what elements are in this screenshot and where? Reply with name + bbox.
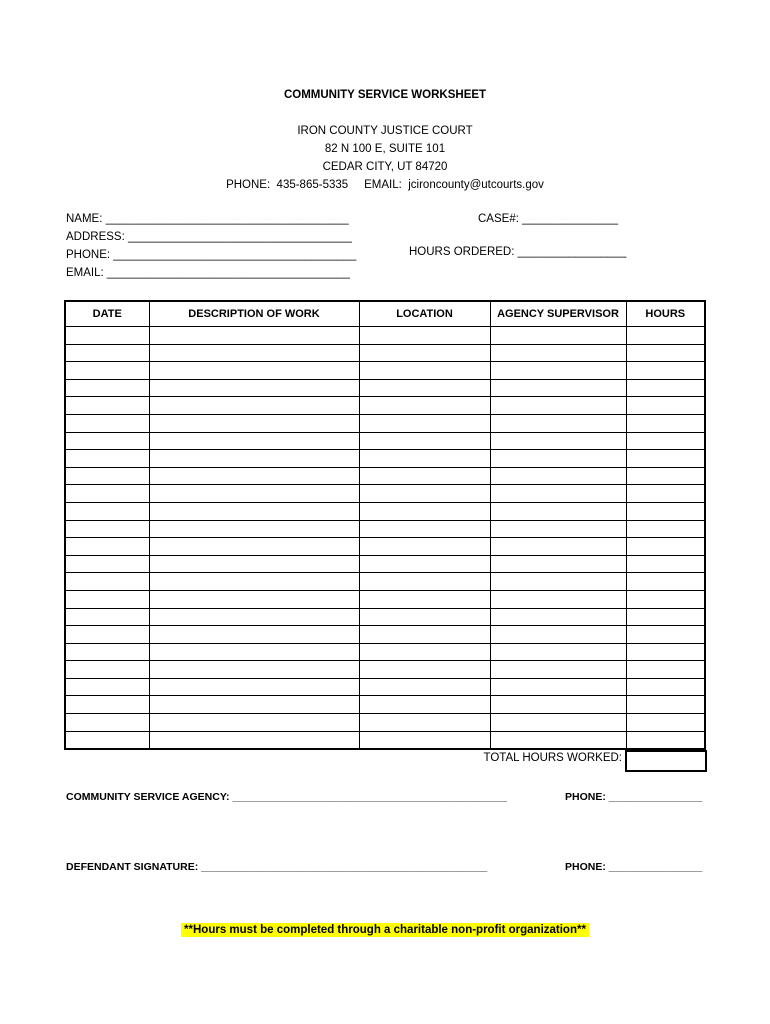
cell-description[interactable] — [149, 414, 359, 432]
phone-field[interactable]: PHONE: ______________________________________ — [66, 249, 357, 261]
cell-location[interactable] — [359, 520, 490, 538]
cell-date[interactable] — [65, 661, 149, 679]
cell-date[interactable] — [65, 379, 149, 397]
cell-hours[interactable] — [626, 502, 705, 520]
cell-date[interactable] — [65, 608, 149, 626]
cell-hours[interactable] — [626, 714, 705, 732]
cell-location[interactable] — [359, 485, 490, 503]
cell-description[interactable] — [149, 678, 359, 696]
table-row — [65, 608, 705, 626]
column-header-description: DESCRIPTION OF WORK — [149, 301, 359, 327]
cell-agency-supervisor[interactable] — [490, 661, 626, 679]
cell-hours[interactable] — [626, 520, 705, 538]
cell-date[interactable] — [65, 414, 149, 432]
table-row — [65, 467, 705, 485]
cell-date[interactable] — [65, 555, 149, 573]
cell-location[interactable] — [359, 327, 490, 345]
cell-description[interactable] — [149, 432, 359, 450]
total-hours-box[interactable] — [625, 750, 707, 772]
cell-hours[interactable] — [626, 661, 705, 679]
cell-description[interactable] — [149, 520, 359, 538]
table-row — [65, 520, 705, 538]
cell-agency-supervisor[interactable] — [490, 467, 626, 485]
cell-agency-supervisor[interactable] — [490, 626, 626, 644]
hours-ordered-field[interactable]: HOURS ORDERED: _________________ — [409, 246, 627, 258]
cell-location[interactable] — [359, 661, 490, 679]
cell-location[interactable] — [359, 608, 490, 626]
cell-agency-supervisor[interactable] — [490, 555, 626, 573]
cell-description[interactable] — [149, 555, 359, 573]
cell-location[interactable] — [359, 538, 490, 556]
table-row — [65, 414, 705, 432]
cell-date[interactable] — [65, 590, 149, 608]
cell-description[interactable] — [149, 538, 359, 556]
cell-date[interactable] — [65, 467, 149, 485]
cell-location[interactable] — [359, 696, 490, 714]
cell-location[interactable] — [359, 450, 490, 468]
cell-date[interactable] — [65, 450, 149, 468]
cell-description[interactable] — [149, 573, 359, 591]
cell-hours[interactable] — [626, 362, 705, 380]
service-log-table — [64, 300, 706, 750]
cell-location[interactable] — [359, 573, 490, 591]
cell-description[interactable] — [149, 714, 359, 732]
address-field[interactable]: ADDRESS: ___________________________________ — [66, 231, 352, 243]
cell-location[interactable] — [359, 379, 490, 397]
cell-date[interactable] — [65, 327, 149, 345]
cell-date[interactable] — [65, 520, 149, 538]
table-row — [65, 696, 705, 714]
cell-location[interactable] — [359, 643, 490, 661]
court-address-line-2: CEDAR CITY, UT 84720 — [322, 161, 448, 173]
cell-location[interactable] — [359, 714, 490, 732]
cell-agency-supervisor[interactable] — [490, 573, 626, 591]
cell-agency-supervisor[interactable] — [490, 608, 626, 626]
cell-hours[interactable] — [626, 678, 705, 696]
cell-hours[interactable] — [626, 467, 705, 485]
cell-date[interactable] — [65, 678, 149, 696]
cell-agency-supervisor[interactable] — [490, 643, 626, 661]
cell-agency-supervisor[interactable] — [490, 678, 626, 696]
cell-date[interactable] — [65, 714, 149, 732]
cell-location[interactable] — [359, 432, 490, 450]
cell-agency-supervisor[interactable] — [490, 414, 626, 432]
cell-date[interactable] — [65, 643, 149, 661]
cell-date[interactable] — [65, 626, 149, 644]
cell-hours[interactable] — [626, 555, 705, 573]
nonprofit-note-text: **Hours must be completed through a charitable non-profit organization** — [181, 923, 589, 937]
cell-agency-supervisor[interactable] — [490, 714, 626, 732]
cell-location[interactable] — [359, 414, 490, 432]
column-header-location: LOCATION — [359, 301, 490, 327]
cell-description[interactable] — [149, 327, 359, 345]
table-row — [65, 661, 705, 679]
page-title: COMMUNITY SERVICE WORKSHEET — [283, 89, 487, 101]
table-row — [65, 432, 705, 450]
column-header-hours: HOURS — [626, 301, 705, 327]
cell-location[interactable] — [359, 626, 490, 644]
table-row — [65, 731, 705, 749]
table-row — [65, 327, 705, 345]
cell-agency-supervisor[interactable] — [490, 520, 626, 538]
cell-description[interactable] — [149, 643, 359, 661]
table-row — [65, 626, 705, 644]
cell-hours[interactable] — [626, 538, 705, 556]
cell-hours[interactable] — [626, 731, 705, 749]
court-contact: PHONE: 435-865-5335 EMAIL: jcironcounty@utcourts.gov — [226, 179, 544, 191]
cell-description[interactable] — [149, 661, 359, 679]
cell-agency-supervisor[interactable] — [490, 502, 626, 520]
cell-date[interactable] — [65, 502, 149, 520]
cell-agency-supervisor[interactable] — [490, 590, 626, 608]
agency-phone-line[interactable]: PHONE: ________________ — [565, 791, 703, 803]
column-header-date: DATE — [65, 301, 149, 327]
cell-description[interactable] — [149, 485, 359, 503]
cell-agency-supervisor[interactable] — [490, 379, 626, 397]
table-row — [65, 344, 705, 362]
table-row — [65, 450, 705, 468]
cell-agency-supervisor[interactable] — [490, 696, 626, 714]
cell-description[interactable] — [149, 696, 359, 714]
table-row — [65, 485, 705, 503]
agency-signature-line[interactable]: COMMUNITY SERVICE AGENCY: _______________________________________________ — [66, 791, 507, 803]
cell-description[interactable] — [149, 467, 359, 485]
defendant-phone-line[interactable]: PHONE: ________________ — [565, 861, 703, 873]
cell-agency-supervisor[interactable] — [490, 362, 626, 380]
cell-location[interactable] — [359, 731, 490, 749]
cell-description[interactable] — [149, 608, 359, 626]
cell-date[interactable] — [65, 696, 149, 714]
cell-agency-supervisor[interactable] — [490, 731, 626, 749]
cell-description[interactable] — [149, 626, 359, 644]
court-name: IRON COUNTY JUSTICE COURT — [297, 125, 473, 137]
cell-hours[interactable] — [626, 696, 705, 714]
table-row — [65, 714, 705, 732]
table-row — [65, 643, 705, 661]
cell-date[interactable] — [65, 731, 149, 749]
table-row — [65, 678, 705, 696]
cell-hours[interactable] — [626, 327, 705, 345]
cell-hours[interactable] — [626, 379, 705, 397]
cell-description[interactable] — [149, 344, 359, 362]
table-header-row — [65, 301, 705, 327]
cell-agency-supervisor[interactable] — [490, 397, 626, 415]
cell-description[interactable] — [149, 379, 359, 397]
cell-hours[interactable] — [626, 432, 705, 450]
cell-description[interactable] — [149, 362, 359, 380]
cell-date[interactable] — [65, 397, 149, 415]
cell-date[interactable] — [65, 485, 149, 503]
table-row — [65, 555, 705, 573]
cell-location[interactable] — [359, 555, 490, 573]
total-hours-label: TOTAL HOURS WORKED: — [483, 752, 622, 764]
table-row — [65, 573, 705, 591]
table-row — [65, 379, 705, 397]
cell-agency-supervisor[interactable] — [490, 485, 626, 503]
cell-hours[interactable] — [626, 643, 705, 661]
cell-location[interactable] — [359, 467, 490, 485]
cell-location[interactable] — [359, 502, 490, 520]
cell-description[interactable] — [149, 450, 359, 468]
cell-location[interactable] — [359, 397, 490, 415]
cell-agency-supervisor[interactable] — [490, 450, 626, 468]
cell-hours[interactable] — [626, 414, 705, 432]
case-number-field[interactable]: CASE#: _______________ — [478, 213, 619, 225]
cell-hours[interactable] — [626, 344, 705, 362]
cell-location[interactable] — [359, 590, 490, 608]
cell-date[interactable] — [65, 538, 149, 556]
cell-hours[interactable] — [626, 573, 705, 591]
table-row — [65, 538, 705, 556]
table-row — [65, 590, 705, 608]
cell-hours[interactable] — [626, 485, 705, 503]
cell-location[interactable] — [359, 362, 490, 380]
email-field[interactable]: EMAIL: ______________________________________ — [66, 267, 350, 279]
cell-hours[interactable] — [626, 450, 705, 468]
table-row — [65, 397, 705, 415]
cell-agency-supervisor[interactable] — [490, 344, 626, 362]
name-field[interactable]: NAME: ______________________________________ — [66, 213, 349, 225]
cell-hours[interactable] — [626, 608, 705, 626]
cell-date[interactable] — [65, 362, 149, 380]
column-header-agency-supervisor: AGENCY SUPERVISOR — [490, 301, 626, 327]
defendant-signature-line[interactable]: DEFENDANT SIGNATURE: _________________________________________________ — [66, 861, 488, 873]
court-address-line-1: 82 N 100 E, SUITE 101 — [324, 143, 446, 155]
cell-description[interactable] — [149, 590, 359, 608]
cell-date[interactable] — [65, 573, 149, 591]
cell-hours[interactable] — [626, 626, 705, 644]
table-row — [65, 362, 705, 380]
cell-agency-supervisor[interactable] — [490, 538, 626, 556]
cell-description[interactable] — [149, 502, 359, 520]
cell-description[interactable] — [149, 397, 359, 415]
table-body — [65, 327, 705, 750]
table-row — [65, 502, 705, 520]
cell-hours[interactable] — [626, 590, 705, 608]
cell-hours[interactable] — [626, 397, 705, 415]
cell-agency-supervisor[interactable] — [490, 327, 626, 345]
cell-description[interactable] — [149, 731, 359, 749]
cell-date[interactable] — [65, 344, 149, 362]
nonprofit-note — [0, 924, 770, 936]
cell-location[interactable] — [359, 344, 490, 362]
cell-date[interactable] — [65, 432, 149, 450]
cell-agency-supervisor[interactable] — [490, 432, 626, 450]
cell-location[interactable] — [359, 678, 490, 696]
